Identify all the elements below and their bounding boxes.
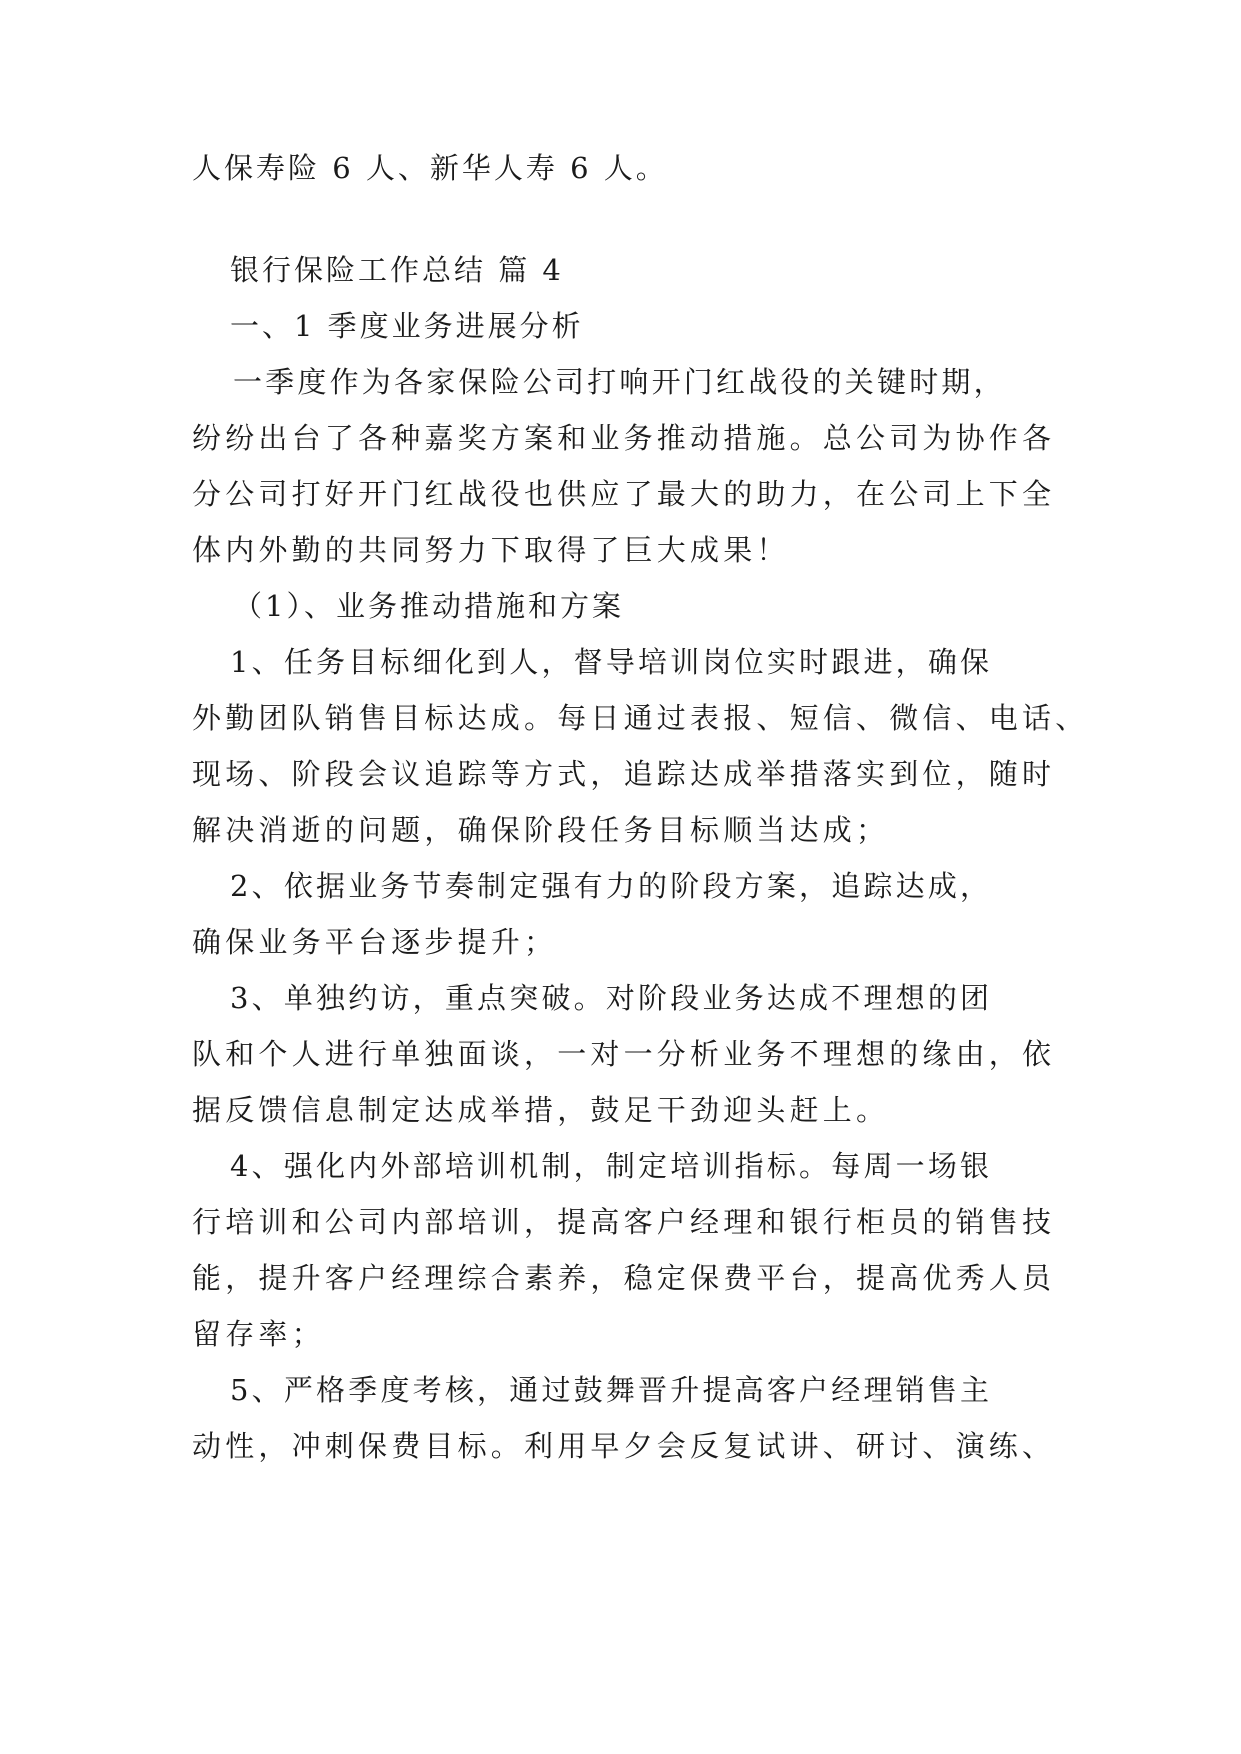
paragraph-line: 行培训和公司内部培训，提高客户经理和银行柜员的销售技 (192, 1205, 1056, 1239)
paragraph-line: 确保业务平台逐步提升； (192, 925, 558, 959)
paragraph-line: 据反馈信息制定达成举措，鼓足干劲迎头赶上。 (192, 1093, 890, 1127)
paragraph-line: 解决消逝的问题，确保阶段任务目标顺当达成； (192, 813, 890, 847)
paragraph-line: 外勤团队销售目标达成。每日通过表报、短信、微信、电话、 (192, 701, 1089, 735)
paragraph-line: 4、强化内外部培训机制，制定培训指标。每周一场银 (230, 1149, 993, 1183)
paragraph-line: 动性，冲刺保费目标。利用早夕会反复试讲、研讨、演练、 (192, 1429, 1056, 1463)
paragraph-line: 体内外勤的共同努力下取得了巨大成果！ (192, 533, 790, 567)
paragraph-line: 5、严格季度考核，通过鼓舞晋升提高客户经理销售主 (230, 1373, 993, 1407)
subsection-heading: 一、1 季度业务进展分析 (230, 309, 584, 343)
paragraph-line: 分公司打好开门红战役也供应了最大的助力，在公司上下全 (192, 477, 1056, 511)
section-title: 银行保险工作总结 篇 4 (230, 253, 564, 287)
paragraph-line: 人保寿险 6 人、新华人寿 6 人。 (192, 151, 668, 185)
paragraph-line: 一季度作为各家保险公司打响开门红战役的关键时期， (233, 365, 1006, 399)
paragraph-line: 纷纷出台了各种嘉奖方案和业务推动措施。总公司为协作各 (192, 421, 1056, 455)
paragraph-line: 3、单独约访，重点突破。对阶段业务达成不理想的团 (230, 981, 993, 1015)
paragraph-line: 2、依据业务节奏制定强有力的阶段方案，追踪达成， (230, 869, 993, 903)
subsection-heading: （1）、业务推动措施和方案 (233, 589, 624, 623)
paragraph-line: 能，提升客户经理综合素养，稳定保费平台，提高优秀人员 (192, 1261, 1056, 1295)
paragraph-line: 队和个人进行单独面谈，一对一分析业务不理想的缘由，依 (192, 1037, 1056, 1071)
paragraph-line: 现场、阶段会议追踪等方式，追踪达成举措落实到位，随时 (192, 757, 1056, 791)
paragraph-line: 留存率； (192, 1317, 325, 1351)
paragraph-line: 1、任务目标细化到人，督导培训岗位实时跟进，确保 (230, 645, 993, 679)
